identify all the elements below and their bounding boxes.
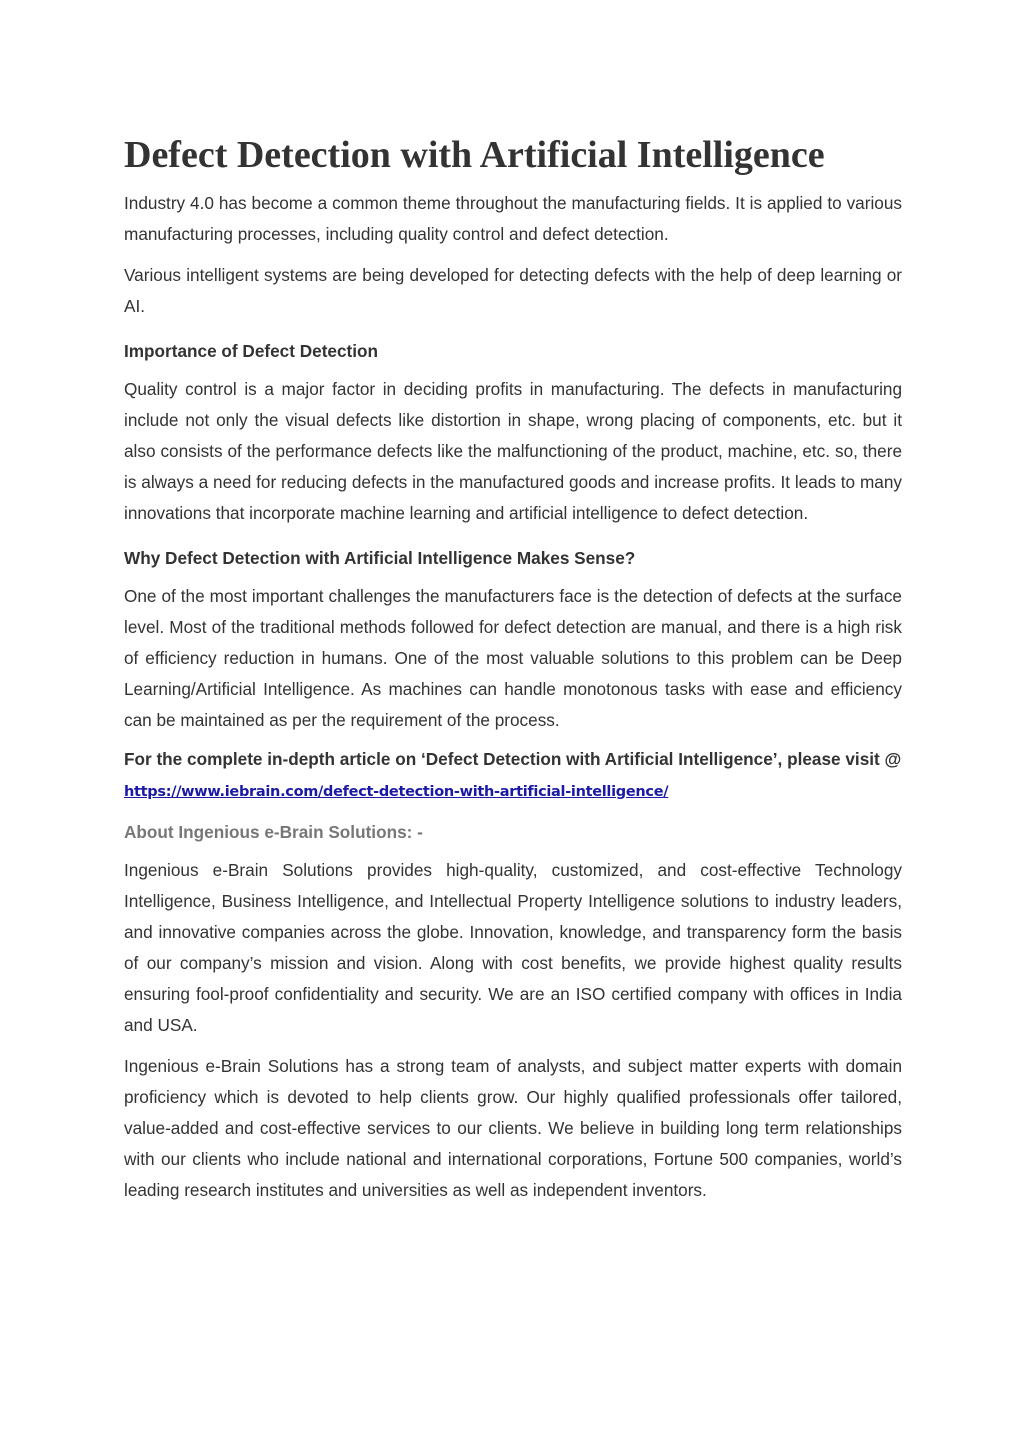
about-paragraph: Ingenious e-Brain Solutions has a strong team of analysts, and subject matter experts with domain proficiency which is devoted to help clients grow. Our highly qualified professionals offer tailored, value-added and cost-effective services to our clients. We believe in building long term relationships with our clients who include national and international corporations, Fortune 500 companies, world’s leading research institutes and universities as well as independent inventors. xyxy=(124,1056,902,1200)
intro-paragraph: Industry 4.0 has become a common theme throughout the manufacturing fields. It is applied to various manufacturing processes, including quality control and defect detection. xyxy=(124,193,902,244)
section-heading-why: Why Defect Detection with Artificial Intelligence Makes Sense? xyxy=(124,548,636,568)
cta-paragraph xyxy=(124,744,902,808)
intro-paragraph: Various intelligent systems are being developed for detecting defects with the help of deep learning or AI. xyxy=(124,265,902,316)
section-heading-importance: Importance of Defect Detection xyxy=(124,341,379,361)
about-heading: About Ingenious e-Brain Solutions: - xyxy=(124,822,423,842)
section-paragraph-why: One of the most important challenges the manufacturers face is the detection of defects at the surface level. Most of the traditional methods followed for defect detection are manual, and there is a high risk of efficiency reduction in humans. One of the most valuable solutions to this problem can be Deep Learning/Artificial Intelligence. As machines can handle monotonous tasks with ease and efficiency can be maintained as per the requirement of the process. xyxy=(124,586,902,730)
cta-text: For the complete in-depth article on ‘Defect Detection with Artificial Intelligence’, please visit @ xyxy=(124,749,902,769)
page-title: Defect Detection with Artificial Intelligence xyxy=(124,134,825,176)
about-paragraph: Ingenious e-Brain Solutions provides high-quality, customized, and cost-effective Technology Intelligence, Business Intelligence, and Intellectual Property Intelligence solutions to industry leaders, and innovative companies across the globe. Innovation, knowledge, and transparency form the basis of our company’s mission and vision. Along with cost benefits, we provide highest quality results ensuring fool-proof confidentiality and security. We are an ISO certified company with offices in India and USA. xyxy=(124,860,902,1035)
article-link[interactable]: https://www.iebrain.com/defect-detection-with-artificial-intelligence/ xyxy=(124,784,669,800)
document-page xyxy=(124,132,902,1216)
section-paragraph-importance: Quality control is a major factor in deciding profits in manufacturing. The defects in manufacturing include not only the visual defects like distortion in shape, wrong placing of components, etc. but it also consists of the performance defects like the malfunctioning of the product, machine, etc. so, there is always a need for reducing defects in the manufactured goods and increase profits. It leads to many innovations that incorporate machine learning and artificial intelligence to defect detection. xyxy=(124,379,902,523)
